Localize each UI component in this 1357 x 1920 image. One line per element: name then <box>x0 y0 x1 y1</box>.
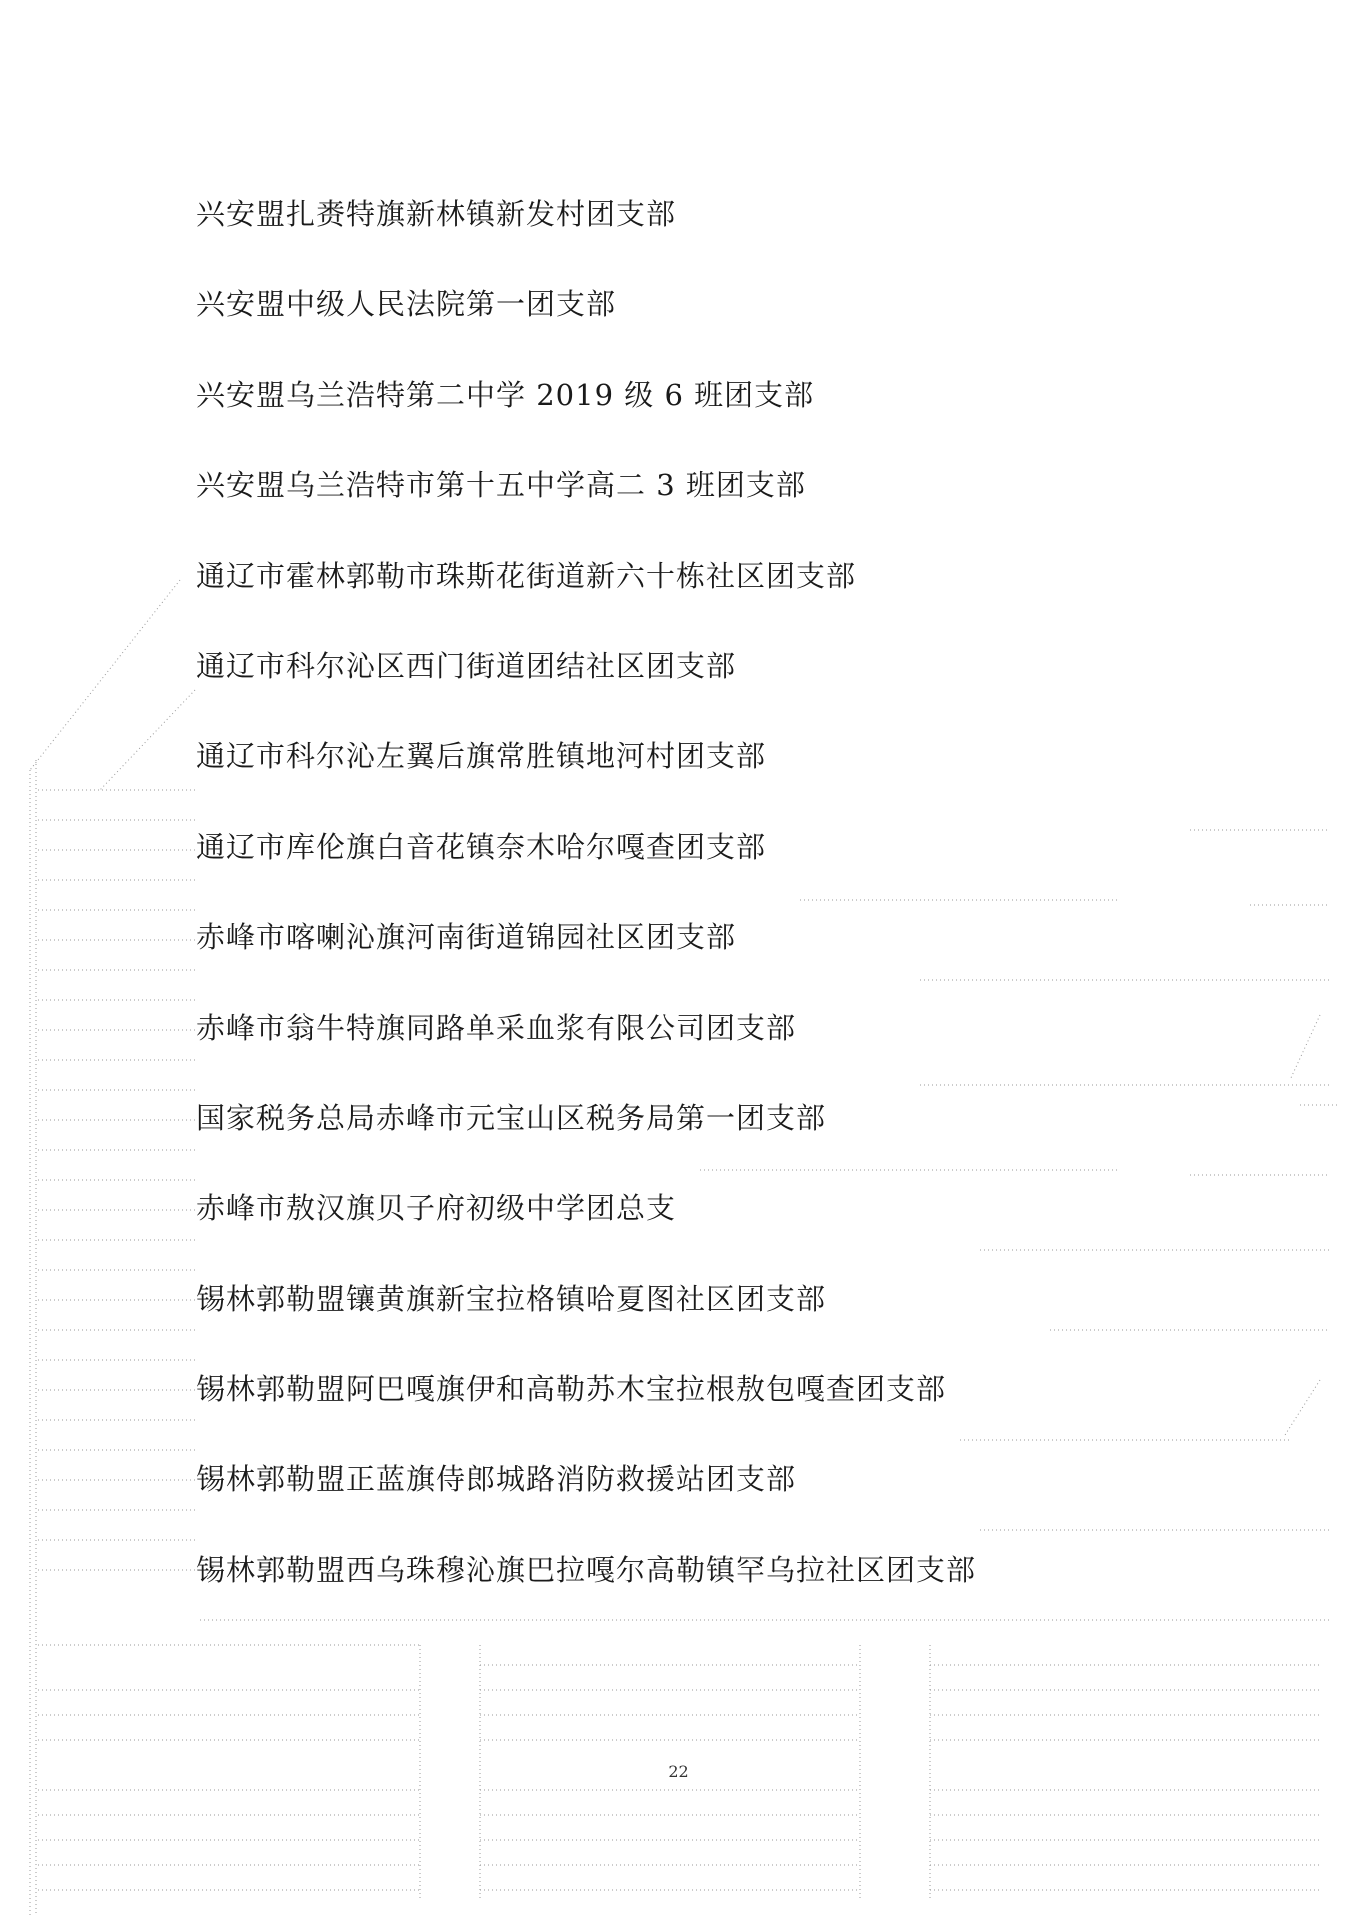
list-item: 国家税务总局赤峰市元宝山区税务局第一团支部 <box>196 1100 827 1135</box>
list-item: 赤峰市敖汉旗贝子府初级中学团总支 <box>196 1191 677 1226</box>
list-item: 兴安盟乌兰浩特第二中学 2019 级 6 班团支部 <box>196 377 815 412</box>
organization-list <box>196 188 976 1634</box>
list-item: 兴安盟乌兰浩特市第十五中学高二 3 班团支部 <box>196 468 806 503</box>
list-item: 锡林郭勒盟正蓝旗侍郎城路消防救援站团支部 <box>196 1462 797 1497</box>
list-item: 锡林郭勒盟西乌珠穆沁旗巴拉嘎尔高勒镇罕乌拉社区团支部 <box>196 1552 977 1587</box>
list-item: 通辽市科尔沁左翼后旗常胜镇地河村团支部 <box>196 739 767 774</box>
list-item: 锡林郭勒盟阿巴嘎旗伊和高勒苏木宝拉根敖包嘎查团支部 <box>196 1372 947 1407</box>
list-item: 通辽市霍林郭勒市珠斯花街道新六十栋社区团支部 <box>196 558 857 593</box>
list-item: 赤峰市喀喇沁旗河南街道锦园社区团支部 <box>196 920 737 955</box>
list-item: 通辽市科尔沁区西门街道团结社区团支部 <box>196 648 737 683</box>
page-number: 22 <box>668 1762 689 1781</box>
list-item: 通辽市库伦旗白音花镇奈木哈尔嘎查团支部 <box>196 829 767 864</box>
list-item: 赤峰市翁牛特旗同路单采血浆有限公司团支部 <box>196 1010 797 1045</box>
list-item: 兴安盟扎赉特旗新林镇新发村团支部 <box>196 197 677 231</box>
list-item: 锡林郭勒盟镶黄旗新宝拉格镇哈夏图社区团支部 <box>196 1281 827 1316</box>
list-item: 兴安盟中级人民法院第一团支部 <box>196 287 617 322</box>
